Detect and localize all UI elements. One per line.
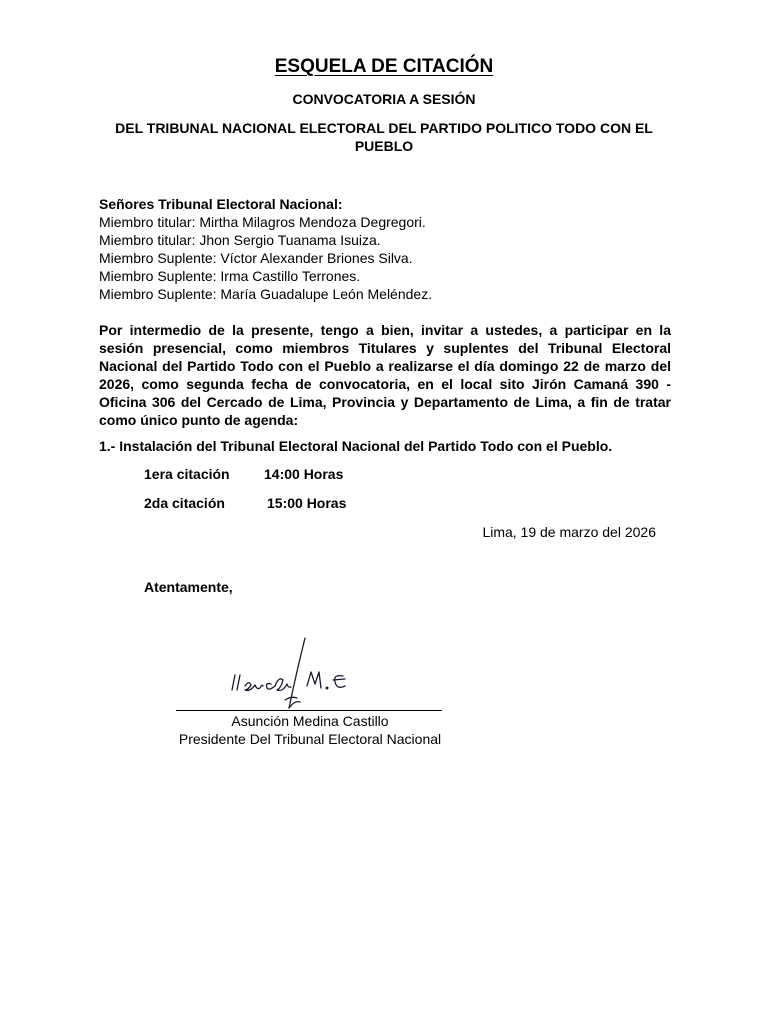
- date-line: Lima, 19 de marzo del 2026: [482, 524, 656, 540]
- citation-time: 14:00 Horas: [264, 466, 344, 482]
- agenda-item: 1.- Instalación del Tribunal Electoral Nacional del Partido Todo con el Pueblo.: [99, 438, 613, 454]
- document-title: ESQUELA DE CITACIÓN: [274, 56, 494, 77]
- addressees-heading: Señores Tribunal Electoral Nacional:: [99, 196, 343, 212]
- addressees-block: [99, 195, 432, 303]
- citation-row: [144, 466, 343, 482]
- member-line: Miembro Suplente: María Guadalupe León Meléndez.: [99, 286, 433, 302]
- citation-label: 2da citación: [144, 495, 225, 511]
- member-line: Miembro Suplente: Irma Castillo Terrones.: [99, 268, 361, 284]
- document-subtitle: CONVOCATORIA A SESIÓN: [292, 91, 476, 107]
- signer-name: Asunción Medina Castillo: [231, 713, 389, 729]
- closing-salutation: Atentamente,: [144, 579, 233, 595]
- signature-line: [176, 710, 442, 711]
- member-line: Miembro Suplente: Víctor Alexander Briones Silva.: [99, 250, 413, 266]
- invitation-paragraph: Por intermedio de la presente, tengo a bien, invitar a ustedes, a participar en la sesión presencial, como miembros Titulares y suplentes del Tribunal Electoral Nacional del Partido Todo con el Pueblo a realizarse el día domingo 22 de marzo del 2026, como segunda fecha de convocatoria, en el local sito Jirón Camaná 390 -Oficina 306 del Cercado de Lima, Provincia y Departamento de Lima, a fin de tratar como único punto de agenda:: [99, 322, 671, 428]
- citation-label: 1era citación: [144, 466, 230, 482]
- citation-row: [144, 495, 346, 511]
- signer-role: Presidente Del Tribunal Electoral Nacional: [178, 731, 442, 747]
- citation-time: 15:00 Horas: [267, 495, 347, 511]
- member-line: Miembro titular: Mirtha Milagros Mendoza Degregori.: [99, 214, 426, 230]
- handwritten-signature: [205, 630, 375, 715]
- member-line: Miembro titular: Jhon Sergio Tuanama Isuiza.: [99, 232, 381, 248]
- tribunal-heading: DEL TRIBUNAL NACIONAL ELECTORAL DEL PARTIDO POLITICO TODO CON EL PUEBLO: [115, 120, 653, 154]
